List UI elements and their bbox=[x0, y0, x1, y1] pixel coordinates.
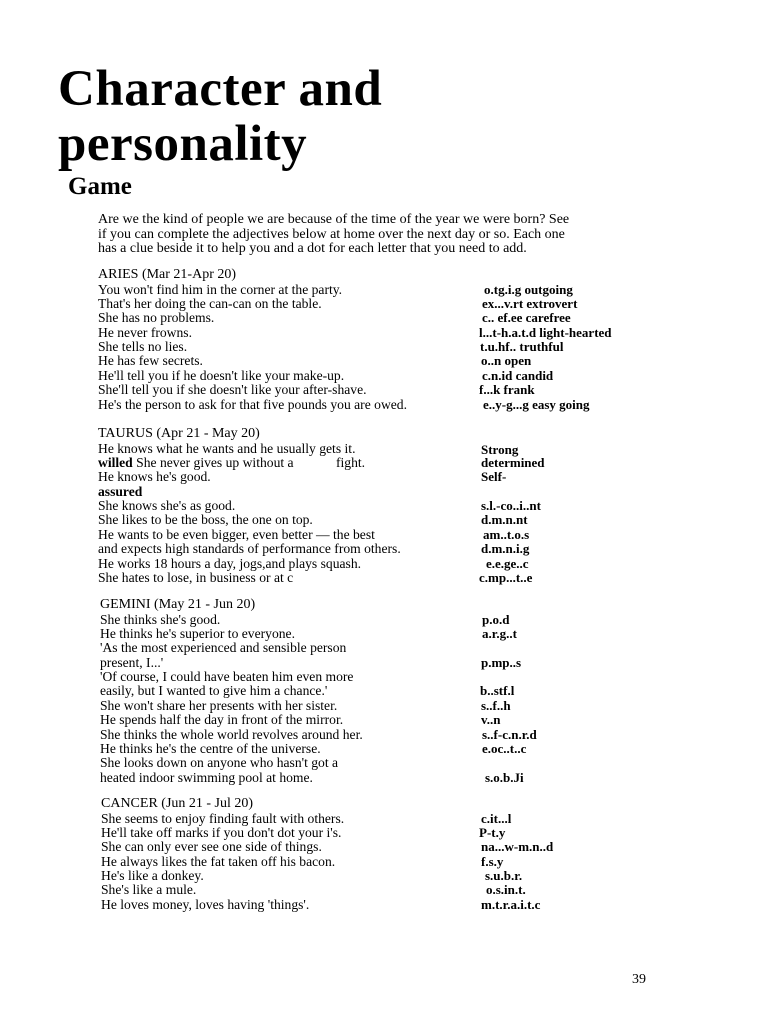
clue-text: She thinks she's good. bbox=[100, 611, 221, 627]
clue-text: He has few secrets. bbox=[98, 353, 203, 369]
page-title-line-2: personality bbox=[58, 116, 308, 172]
answer-text: c.it...l bbox=[481, 810, 512, 826]
section-heading: CANCER (Jun 21 - Jul 20) bbox=[101, 796, 254, 811]
clue-text: He wants to be even bigger, even better — the best bbox=[98, 526, 375, 542]
clue-row bbox=[98, 354, 658, 368]
page-title bbox=[58, 62, 382, 172]
answer-text: am..t.o.s bbox=[483, 526, 530, 542]
answer-text: f.s.y bbox=[481, 853, 504, 869]
answer-text: p.o.d bbox=[482, 611, 510, 627]
gemini-section bbox=[100, 598, 660, 785]
clue-text: He works 18 hours a day, jogs,and plays squash. bbox=[98, 555, 362, 571]
clue-text bbox=[98, 456, 294, 470]
clue-text: You won't find him in the corner at the party. bbox=[98, 281, 343, 297]
intro-line: if you can complete the adjectives below at home over the next day or so. Each one bbox=[98, 226, 565, 242]
clue-text: He thinks he's superior to everyone. bbox=[100, 625, 295, 641]
answer-text: o..n open bbox=[481, 353, 532, 369]
clue-text: He spends half the day in front of the mirror. bbox=[100, 712, 344, 728]
answer-text: m.t.r.a.i.t.c bbox=[481, 896, 541, 912]
clue-row bbox=[98, 283, 658, 297]
intro-line: Are we the kind of people we are because of the time of the year we were born? See bbox=[98, 212, 570, 227]
clue-text: He never frowns. bbox=[98, 324, 192, 340]
clue-row bbox=[101, 826, 661, 840]
clue-text: She won't share her presents with her sister. bbox=[100, 697, 338, 713]
clue-row bbox=[101, 898, 661, 912]
clue-row bbox=[100, 771, 660, 785]
clue-row bbox=[98, 499, 658, 513]
clue-row bbox=[98, 456, 658, 470]
clue-row bbox=[98, 311, 658, 325]
clue-text: He thinks he's the centre of the universe. bbox=[100, 741, 321, 757]
clue-row bbox=[98, 442, 658, 456]
page-title-line-1: Character and bbox=[58, 61, 383, 117]
clue-row bbox=[98, 340, 658, 354]
clue-row bbox=[101, 855, 661, 869]
answer-text: d.m.n.nt bbox=[481, 512, 528, 528]
clue-text: She likes to be the boss, the one on top. bbox=[98, 512, 313, 528]
clue-text: easily, but I wanted to give him a chance.' bbox=[100, 683, 328, 699]
aries-section bbox=[98, 268, 658, 412]
clue-row bbox=[100, 641, 660, 655]
answer-text: assured bbox=[98, 483, 143, 499]
page-number: 39 bbox=[632, 972, 646, 987]
clue-row bbox=[100, 756, 660, 770]
clue-text: heated indoor swimming pool at home. bbox=[100, 769, 313, 785]
section-heading: GEMINI (May 21 - Jun 20) bbox=[100, 597, 256, 612]
clue-row bbox=[101, 869, 661, 883]
clue-text: 'Of course, I could have beaten him even more bbox=[100, 669, 354, 685]
clue-text: He always likes the fat taken off his bacon. bbox=[101, 853, 336, 869]
clue-text: She hates to lose, in business or at c bbox=[98, 570, 294, 586]
clue-text: She knows she's as good. bbox=[98, 498, 236, 514]
answer-text: c.. ef.ee carefree bbox=[482, 310, 571, 326]
clue-text: He knows he's good. bbox=[98, 469, 211, 485]
answer-text: na...w-m.n..d bbox=[481, 839, 554, 855]
answer-text: a.r.g..t bbox=[482, 625, 517, 641]
section-heading: TAURUS (Apr 21 - May 20) bbox=[98, 426, 260, 441]
clue-row bbox=[100, 713, 660, 727]
clue-row bbox=[98, 297, 658, 311]
answer-text: o.tg.i.g outgoing bbox=[484, 281, 573, 297]
answer-text: e.e.ge..c bbox=[486, 555, 529, 571]
clue-row bbox=[98, 542, 658, 556]
clue-row bbox=[98, 557, 658, 571]
clue-text: She never gives up without a bbox=[136, 454, 294, 470]
clue-text: He's the person to ask for that five pounds you are owed. bbox=[98, 396, 407, 412]
answer-text: f...k frank bbox=[479, 382, 535, 398]
clue-row bbox=[98, 485, 658, 499]
answer-text: s.u.b.r. bbox=[485, 868, 523, 884]
clue-row bbox=[100, 627, 660, 641]
clue-row bbox=[100, 684, 660, 698]
clue-row bbox=[98, 528, 658, 542]
clue-row bbox=[100, 670, 660, 684]
clue-text: She thinks the whole world revolves around her. bbox=[100, 726, 363, 742]
answer-text: v..n bbox=[481, 712, 501, 728]
answer-text: d.m.n.i.g bbox=[481, 541, 530, 557]
clue-text: fight. bbox=[336, 454, 366, 470]
answer-text: Self- bbox=[481, 469, 507, 485]
clue-text: He loves money, loves having 'things'. bbox=[101, 896, 310, 912]
intro-paragraph bbox=[98, 213, 658, 257]
clue-text: He's like a donkey. bbox=[101, 868, 204, 884]
clue-row bbox=[100, 742, 660, 756]
clue-row bbox=[98, 383, 658, 397]
answer-text: e..y-g...g easy going bbox=[483, 396, 590, 412]
clue-text: She's like a mule. bbox=[101, 882, 197, 898]
clue-row bbox=[100, 613, 660, 627]
clue-text: 'As the most experienced and sensible person bbox=[100, 640, 347, 656]
clue-row bbox=[98, 470, 658, 484]
answer-text: Strong bbox=[481, 441, 519, 457]
section-heading: ARIES (Mar 21-Apr 20) bbox=[98, 267, 237, 282]
answer-text: p.mp..s bbox=[481, 654, 522, 670]
answer-text: c.n.id candid bbox=[482, 367, 554, 383]
answer-text: ex...v.rt extrovert bbox=[482, 295, 578, 311]
answer-text: willed bbox=[98, 454, 133, 470]
answer-text: e.oc..t..c bbox=[482, 741, 527, 757]
answer-text: determined bbox=[481, 454, 545, 470]
clue-row bbox=[101, 812, 661, 826]
clue-text: He'll take off marks if you don't dot your i's. bbox=[101, 824, 342, 840]
answer-text: s..f..h bbox=[481, 697, 511, 713]
cancer-section bbox=[101, 797, 661, 912]
clue-text: She seems to enjoy finding fault with others. bbox=[101, 810, 345, 826]
answer-text: b..stf.l bbox=[480, 683, 515, 699]
page-subtitle: Game bbox=[68, 173, 132, 200]
answer-text: l...t-h.a.t.d light-hearted bbox=[479, 324, 612, 340]
clue-text: and expects high standards of performance from others. bbox=[98, 541, 401, 557]
answer-text: o.s.in.t. bbox=[486, 882, 526, 898]
clue-text: present, I...' bbox=[100, 654, 164, 670]
clue-row bbox=[98, 369, 658, 383]
answer-text: t.u.hf.. truthful bbox=[480, 339, 564, 355]
answer-text: s.l.-co..i..nt bbox=[481, 498, 541, 514]
clue-text: She tells no lies. bbox=[98, 339, 188, 355]
clue-text: She'll tell you if she doesn't like your after-shave. bbox=[98, 382, 367, 398]
clue-row bbox=[101, 840, 661, 854]
answer-text: s..f-c.n.r.d bbox=[482, 726, 537, 742]
clue-text: She looks down on anyone who hasn't got a bbox=[100, 755, 339, 771]
answer-text: s.o.b.Ji bbox=[485, 769, 524, 785]
answer-text: c.mp...t..e bbox=[479, 570, 533, 586]
clue-row bbox=[98, 513, 658, 527]
clue-row bbox=[98, 571, 658, 585]
clue-text: He'll tell you if he doesn't like your make-up. bbox=[98, 367, 345, 383]
clue-row bbox=[100, 656, 660, 670]
clue-text: That's her doing the can-can on the table. bbox=[98, 295, 322, 311]
intro-line: has a clue beside it to help you and a dot for each letter that you need to add. bbox=[98, 241, 527, 256]
taurus-section bbox=[98, 427, 658, 585]
clue-text: She has no problems. bbox=[98, 310, 215, 326]
clue-text: She can only ever see one side of things. bbox=[101, 839, 322, 855]
clue-row bbox=[100, 699, 660, 713]
answer-text: P-t.y bbox=[479, 824, 506, 840]
clue-row bbox=[100, 728, 660, 742]
clue-row bbox=[101, 883, 661, 897]
clue-row bbox=[98, 326, 658, 340]
clue-text: He knows what he wants and he usually gets it. bbox=[98, 440, 356, 456]
clue-row bbox=[98, 398, 658, 412]
